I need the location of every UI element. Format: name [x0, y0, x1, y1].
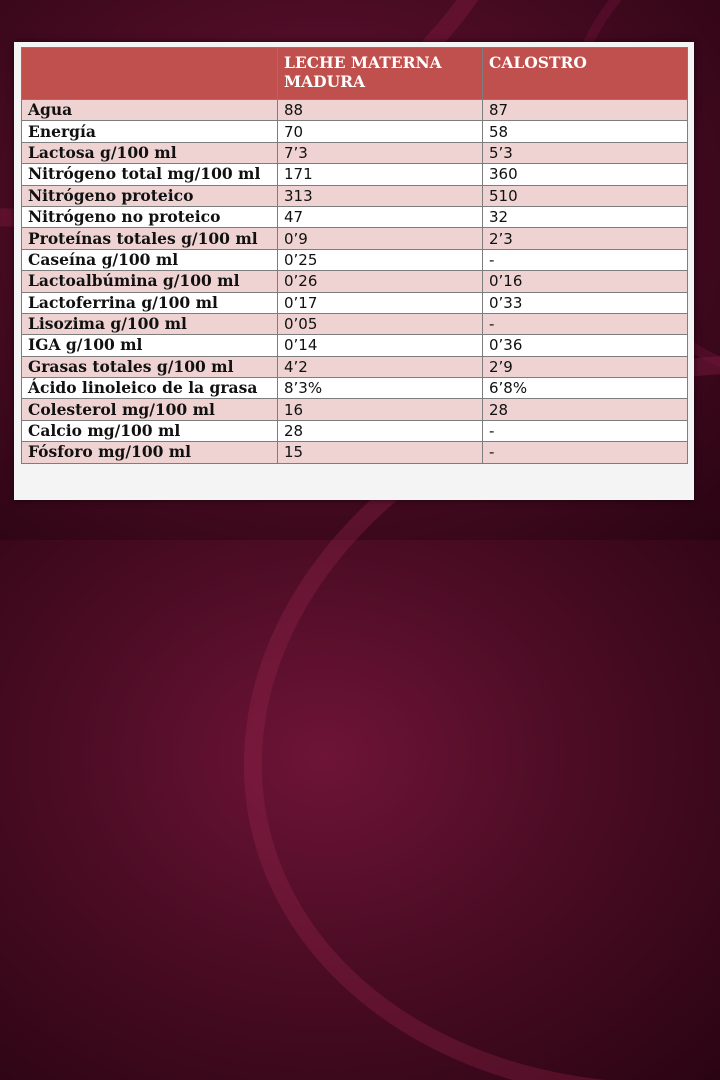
- cell-leche-madura: 0’14: [278, 335, 483, 356]
- table-row: [22, 399, 688, 420]
- table-row: [22, 442, 688, 463]
- table-row: [22, 249, 688, 270]
- cell-calostro: 360: [483, 164, 688, 185]
- cell-leche-madura: 313: [278, 185, 483, 206]
- table-row: [22, 378, 688, 399]
- cell-calostro: 0’36: [483, 335, 688, 356]
- cell-calostro: 2’9: [483, 356, 688, 377]
- table-row: [22, 100, 688, 121]
- row-label: Lactoalbúmina g/100 ml: [22, 271, 278, 292]
- row-label: Grasas totales g/100 ml: [22, 356, 278, 377]
- cell-leche-madura: 28: [278, 420, 483, 441]
- cell-leche-madura: 15: [278, 442, 483, 463]
- row-label: Colesterol mg/100 ml: [22, 399, 278, 420]
- cell-calostro: 0’33: [483, 292, 688, 313]
- row-label: Caseína g/100 ml: [22, 249, 278, 270]
- cell-leche-madura: 88: [278, 100, 483, 121]
- header-leche-madura: LECHE MATERNA MADURA: [278, 48, 483, 100]
- header-empty-cell: [22, 48, 278, 100]
- cell-leche-madura: 0’26: [278, 271, 483, 292]
- row-label: Calcio mg/100 ml: [22, 420, 278, 441]
- cell-leche-madura: 0’9: [278, 228, 483, 249]
- cell-leche-madura: 0’05: [278, 313, 483, 334]
- table-row: [22, 335, 688, 356]
- table-header-row: [22, 48, 688, 100]
- table-row: [22, 271, 688, 292]
- row-label: IGA g/100 ml: [22, 335, 278, 356]
- row-label: Agua: [22, 100, 278, 121]
- table-row: [22, 356, 688, 377]
- cell-leche-madura: 8’3%: [278, 378, 483, 399]
- cell-calostro: 28: [483, 399, 688, 420]
- row-label: Nitrógeno proteico: [22, 185, 278, 206]
- cell-calostro: 0’16: [483, 271, 688, 292]
- cell-calostro: 5’3: [483, 142, 688, 163]
- cell-leche-madura: 47: [278, 206, 483, 227]
- row-label: Energía: [22, 121, 278, 142]
- cell-calostro: -: [483, 249, 688, 270]
- row-label: Lisozima g/100 ml: [22, 313, 278, 334]
- cell-leche-madura: 171: [278, 164, 483, 185]
- cell-calostro: 58: [483, 121, 688, 142]
- cell-calostro: 6’8%: [483, 378, 688, 399]
- row-label: Ácido linoleico de la grasa: [22, 378, 278, 399]
- table-row: [22, 121, 688, 142]
- row-label: Proteínas totales g/100 ml: [22, 228, 278, 249]
- table-row: [22, 228, 688, 249]
- cell-leche-madura: 4’2: [278, 356, 483, 377]
- cell-calostro: -: [483, 420, 688, 441]
- cell-calostro: 87: [483, 100, 688, 121]
- table-row: [22, 313, 688, 334]
- cell-calostro: 32: [483, 206, 688, 227]
- table-row: [22, 142, 688, 163]
- table-row: [22, 420, 688, 441]
- cell-calostro: 510: [483, 185, 688, 206]
- cell-calostro: -: [483, 442, 688, 463]
- table-row: [22, 164, 688, 185]
- row-label: Nitrógeno total mg/100 ml: [22, 164, 278, 185]
- comparison-table: [21, 47, 688, 464]
- row-label: Nitrógeno no proteico: [22, 206, 278, 227]
- cell-calostro: 2’3: [483, 228, 688, 249]
- cell-leche-madura: 0’17: [278, 292, 483, 313]
- row-label: Lactosa g/100 ml: [22, 142, 278, 163]
- cell-leche-madura: 70: [278, 121, 483, 142]
- header-calostro: CALOSTRO: [483, 48, 688, 100]
- cell-leche-madura: 16: [278, 399, 483, 420]
- table-row: [22, 292, 688, 313]
- table-panel: [14, 42, 694, 500]
- table-row: [22, 206, 688, 227]
- cell-calostro: -: [483, 313, 688, 334]
- row-label: Fósforo mg/100 ml: [22, 442, 278, 463]
- cell-leche-madura: 7’3: [278, 142, 483, 163]
- row-label: Lactoferrina g/100 ml: [22, 292, 278, 313]
- table-row: [22, 185, 688, 206]
- cell-leche-madura: 0’25: [278, 249, 483, 270]
